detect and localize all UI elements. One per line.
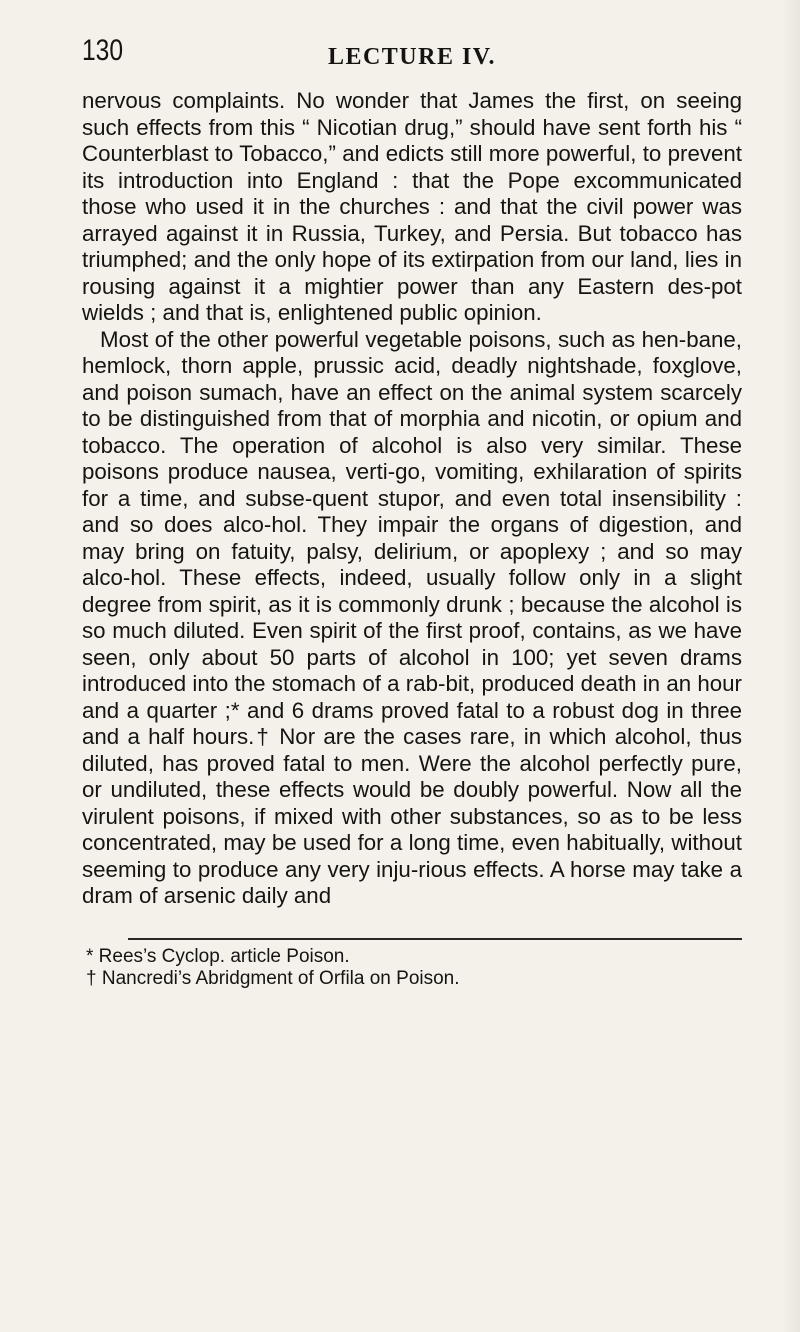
page-edge-shadow xyxy=(782,0,800,1332)
footnote-nancredi: † Nancredi’s Abridgment of Orfila on Poison. xyxy=(86,968,460,989)
paragraph-tobacco-history: nervous complaints. No wonder that James the first, on seeing such effects from this “ Nicotian drug,” should have sent forth his “ Counterblast to Tobacco,” and edicts still more powerful, to prevent its introduction into England : that the Pope excommunicated those who used it in the churches : and that the civil power was arrayed against it in Russia, Turkey, and Persia. But tobacco has triumphed; and the only hope of its extirpation from our land, lies in rousing against it a mightier power than any Eastern des-pot wields ; and that is, enlightened public opinion. xyxy=(82,88,742,325)
paragraph-vegetable-poisons: Most of the other powerful vegetable poisons, such as hen-bane, hemlock, thorn apple, prussic acid, deadly nightshade, foxglove, and poison sumach, have an effect on the animal system scarcely to be distinguished from that of morphia and nicotin, or opium and tobacco. The operation of alcohol is also very similar. These poisons produce nausea, verti-go, vomiting, exhilaration of spirits for a time, and subse-quent stupor, and even total insensibility : and so does alco-hol. They impair the organs of digestion, and may bring on fatuity, palsy, delirium, or apoplexy ; and so may alco-hol. These effects, indeed, usually follow only in a slight degree from spirit, as it is commonly drunk ; because the alcohol is so much diluted. Even spirit of the first proof, contains, as we have seen, only about 50 parts of alcohol in 100; yet seven drams introduced into the stomach of a rab-bit, produced death in an hour and a quarter ;* and 6 drams proved fatal to a robust dog in three and a half hours.† Nor are the cases rare, in which alcohol, thus diluted, has proved fatal to men. Were the alcohol perfectly pure, or undiluted, these effects would be doubly powerful. Now all the virulent poisons, if mixed with other substances, so as to be less concentrated, may be used for a long time, even habitually, without seeming to produce any very inju-rious effects. A horse may take a dram of arsenic daily and xyxy=(82,326,742,908)
page-number: 130 xyxy=(82,34,124,67)
footnotes xyxy=(86,946,742,990)
running-title: LECTURE IV. xyxy=(327,44,497,70)
page-header xyxy=(82,34,742,74)
footnote-divider xyxy=(128,938,742,940)
footnote-rees: * Rees’s Cyclop. article Poison. xyxy=(86,946,350,967)
body-text xyxy=(82,88,742,910)
